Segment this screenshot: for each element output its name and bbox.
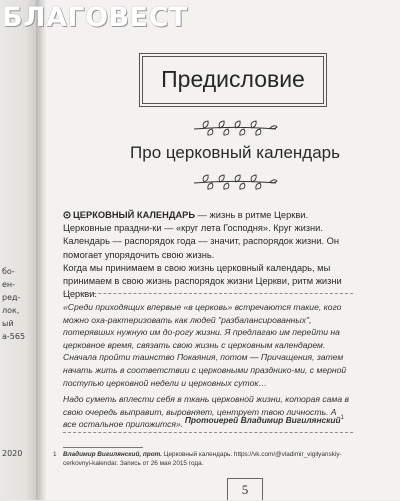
page-title: Предисловие bbox=[161, 66, 305, 92]
left-fragment: а-565 bbox=[2, 332, 26, 341]
body-text bbox=[63, 209, 349, 301]
bullet-circle-icon bbox=[63, 211, 71, 219]
quote-paragraph: Надо суметь вплести себя в ткань церковной жизни, которая сама в свою очередь выправит, выровняет, центрует твою личность. А все остальное приложится». bbox=[63, 394, 349, 430]
left-fragment: бо- bbox=[2, 267, 15, 276]
body-lead-term: ЦЕРКОВНЫЙ КАЛЕНДАРЬ bbox=[73, 210, 196, 220]
body-p1-text: — жизнь в ритме Церкви. Церковные праздни-ки — «круг лета Господня». Круг жизни. bbox=[63, 210, 323, 234]
left-fragment: ред- bbox=[2, 293, 21, 302]
body-paragraph: Когда мы принимаем в свою жизнь церковный календарь, мы принимаем в свою жизнь распорядок жизни Церкви, ритм жизни Церкви. bbox=[63, 262, 342, 300]
left-fragment: лок, bbox=[2, 306, 20, 315]
section-subtitle: Про церковный календарь bbox=[130, 143, 340, 162]
body-paragraph: Календарь — распорядок года — значит, распорядок жизни. Он помогает упорядочить свою жизнь. bbox=[63, 236, 340, 260]
laurel-ornament-top-icon bbox=[190, 120, 280, 136]
footnote-author: Владимир Вигилянский, прот. bbox=[63, 451, 162, 458]
left-fragment: ый bbox=[2, 319, 14, 328]
laurel-ornament-bottom-icon bbox=[190, 174, 280, 190]
quote-attribution bbox=[185, 415, 344, 425]
watermark-logo: БЛАГОВЕСТ bbox=[2, 2, 188, 33]
quote-block bbox=[63, 301, 349, 431]
footnote bbox=[53, 450, 353, 468]
quote-divider-bottom bbox=[63, 432, 353, 433]
attribution-name: Протоиерей Владимир Вигилянский bbox=[184, 415, 341, 425]
quote-paragraph: «Среди приходящих впервые «в церковь» встречаются такие, кого можно оха-рактеризовать как людей "разбалансированных", потерявших нужную им до-рогу жизни. Я предлагаю им перейти на церковное время, связать свою жизнь с церковным календарем. Сначала пройти таинство Покаяния, потом — Причащения, затем начать жить в соответствии с церковными празднико-ми, с мерной поступью церковной недели и церковных суток… bbox=[63, 302, 347, 388]
footnote-text: Церковный календарь. https://vk.com/@vladimir_vigilyanskiy-cerkovnyi-kalendar. Запись от 26 мая 2015 года. bbox=[63, 451, 342, 467]
footnote-marker: 1 bbox=[340, 415, 344, 422]
footnote-rule bbox=[63, 447, 143, 448]
body-paragraph bbox=[63, 209, 349, 235]
left-page bbox=[0, 0, 36, 500]
footnote-number: 1 bbox=[53, 451, 57, 458]
quote-divider-top bbox=[63, 293, 353, 294]
book-gutter bbox=[36, 0, 46, 500]
page-number: 5 bbox=[227, 478, 263, 500]
left-fragment: ен- bbox=[2, 280, 16, 289]
title-frame bbox=[139, 53, 327, 107]
left-fragment: 2020 bbox=[2, 449, 23, 458]
